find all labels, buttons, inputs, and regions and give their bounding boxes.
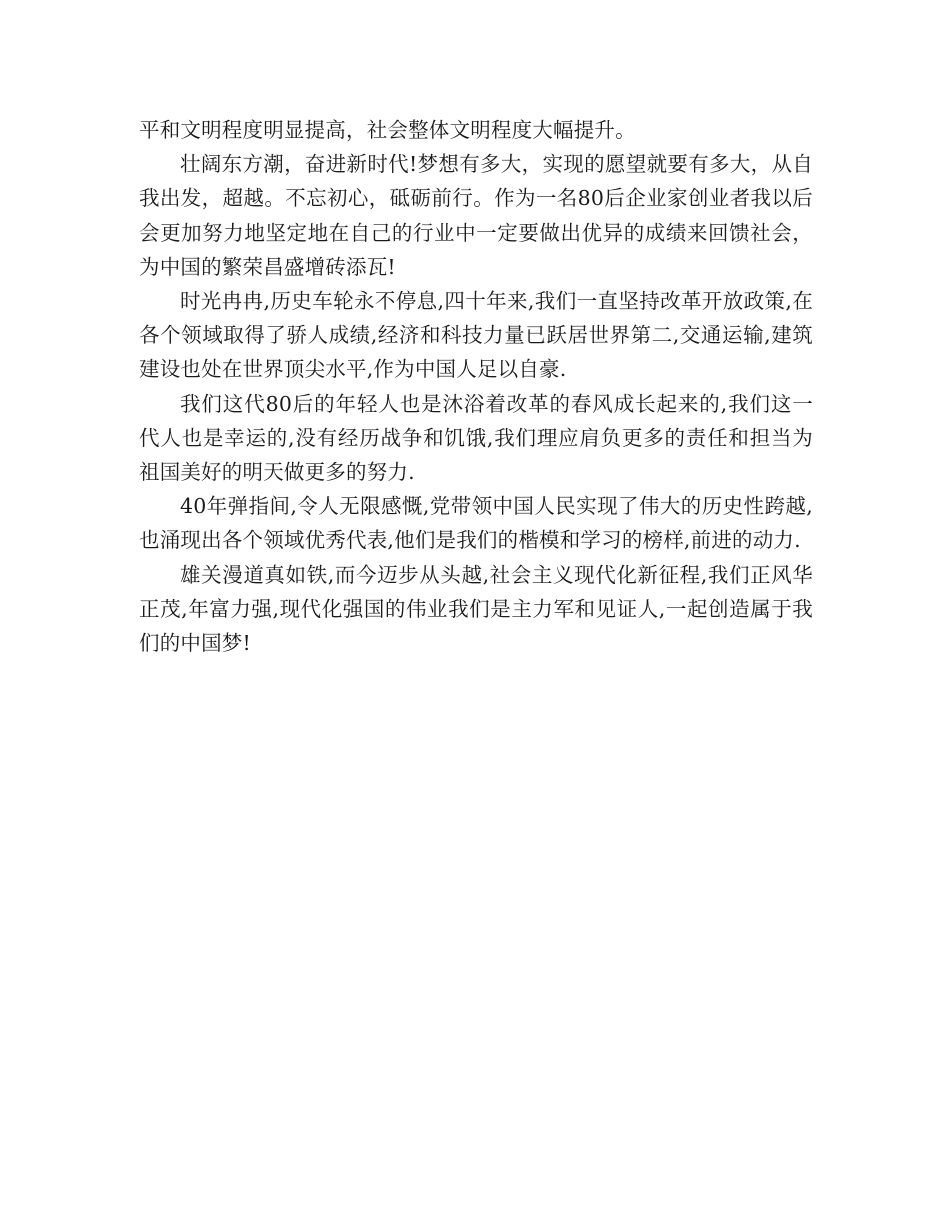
paragraph: 雄关漫道真如铁,而今迈步从头越,社会主义现代化新征程,我们正风华正茂,年富力强,现代化强国的伟业我们是主力军和见证人,一起创造属于我们的中国梦! (139, 562, 813, 656)
document-body (139, 113, 813, 660)
paragraph: 壮阔东方潮，奋进新时代!梦想有多大，实现的愿望就要有多大，从自我出发，超越。不忘初心，砥砺前行。作为一名80后企业家创业者我以后会更加努力地坚定地在自己的行业中一定要做出优异的成绩来回馈社会，为中国的繁荣昌盛增砖添瓦! (139, 152, 813, 279)
paragraph-continuation: 平和文明程度明显提高，社会整体文明程度大幅提升。 (139, 118, 636, 142)
paragraph: 时光冉冉,历史车轮永不停息,四十年来,我们一直坚持改革开放政策,在各个领域取得了骄人成绩,经济和科技力量已跃居世界第二,交通运输,建筑建设也处在世界顶尖水平,作为中国人足以自豪. (139, 289, 813, 382)
paragraph: 我们这代80后的年轻人也是沐浴着改革的春风成长起来的,我们这一代人也是幸运的,没有经历战争和饥饿,我们理应肩负更多的责任和担当为祖国美好的明天做更多的努力. (139, 391, 813, 485)
paragraph: 40年弹指间,令人无限感慨,党带领中国人民实现了伟大的历史性跨越,也涌现出各个领域优秀代表,他们是我们的楷模和学习的榜样,前进的动力. (139, 494, 813, 553)
